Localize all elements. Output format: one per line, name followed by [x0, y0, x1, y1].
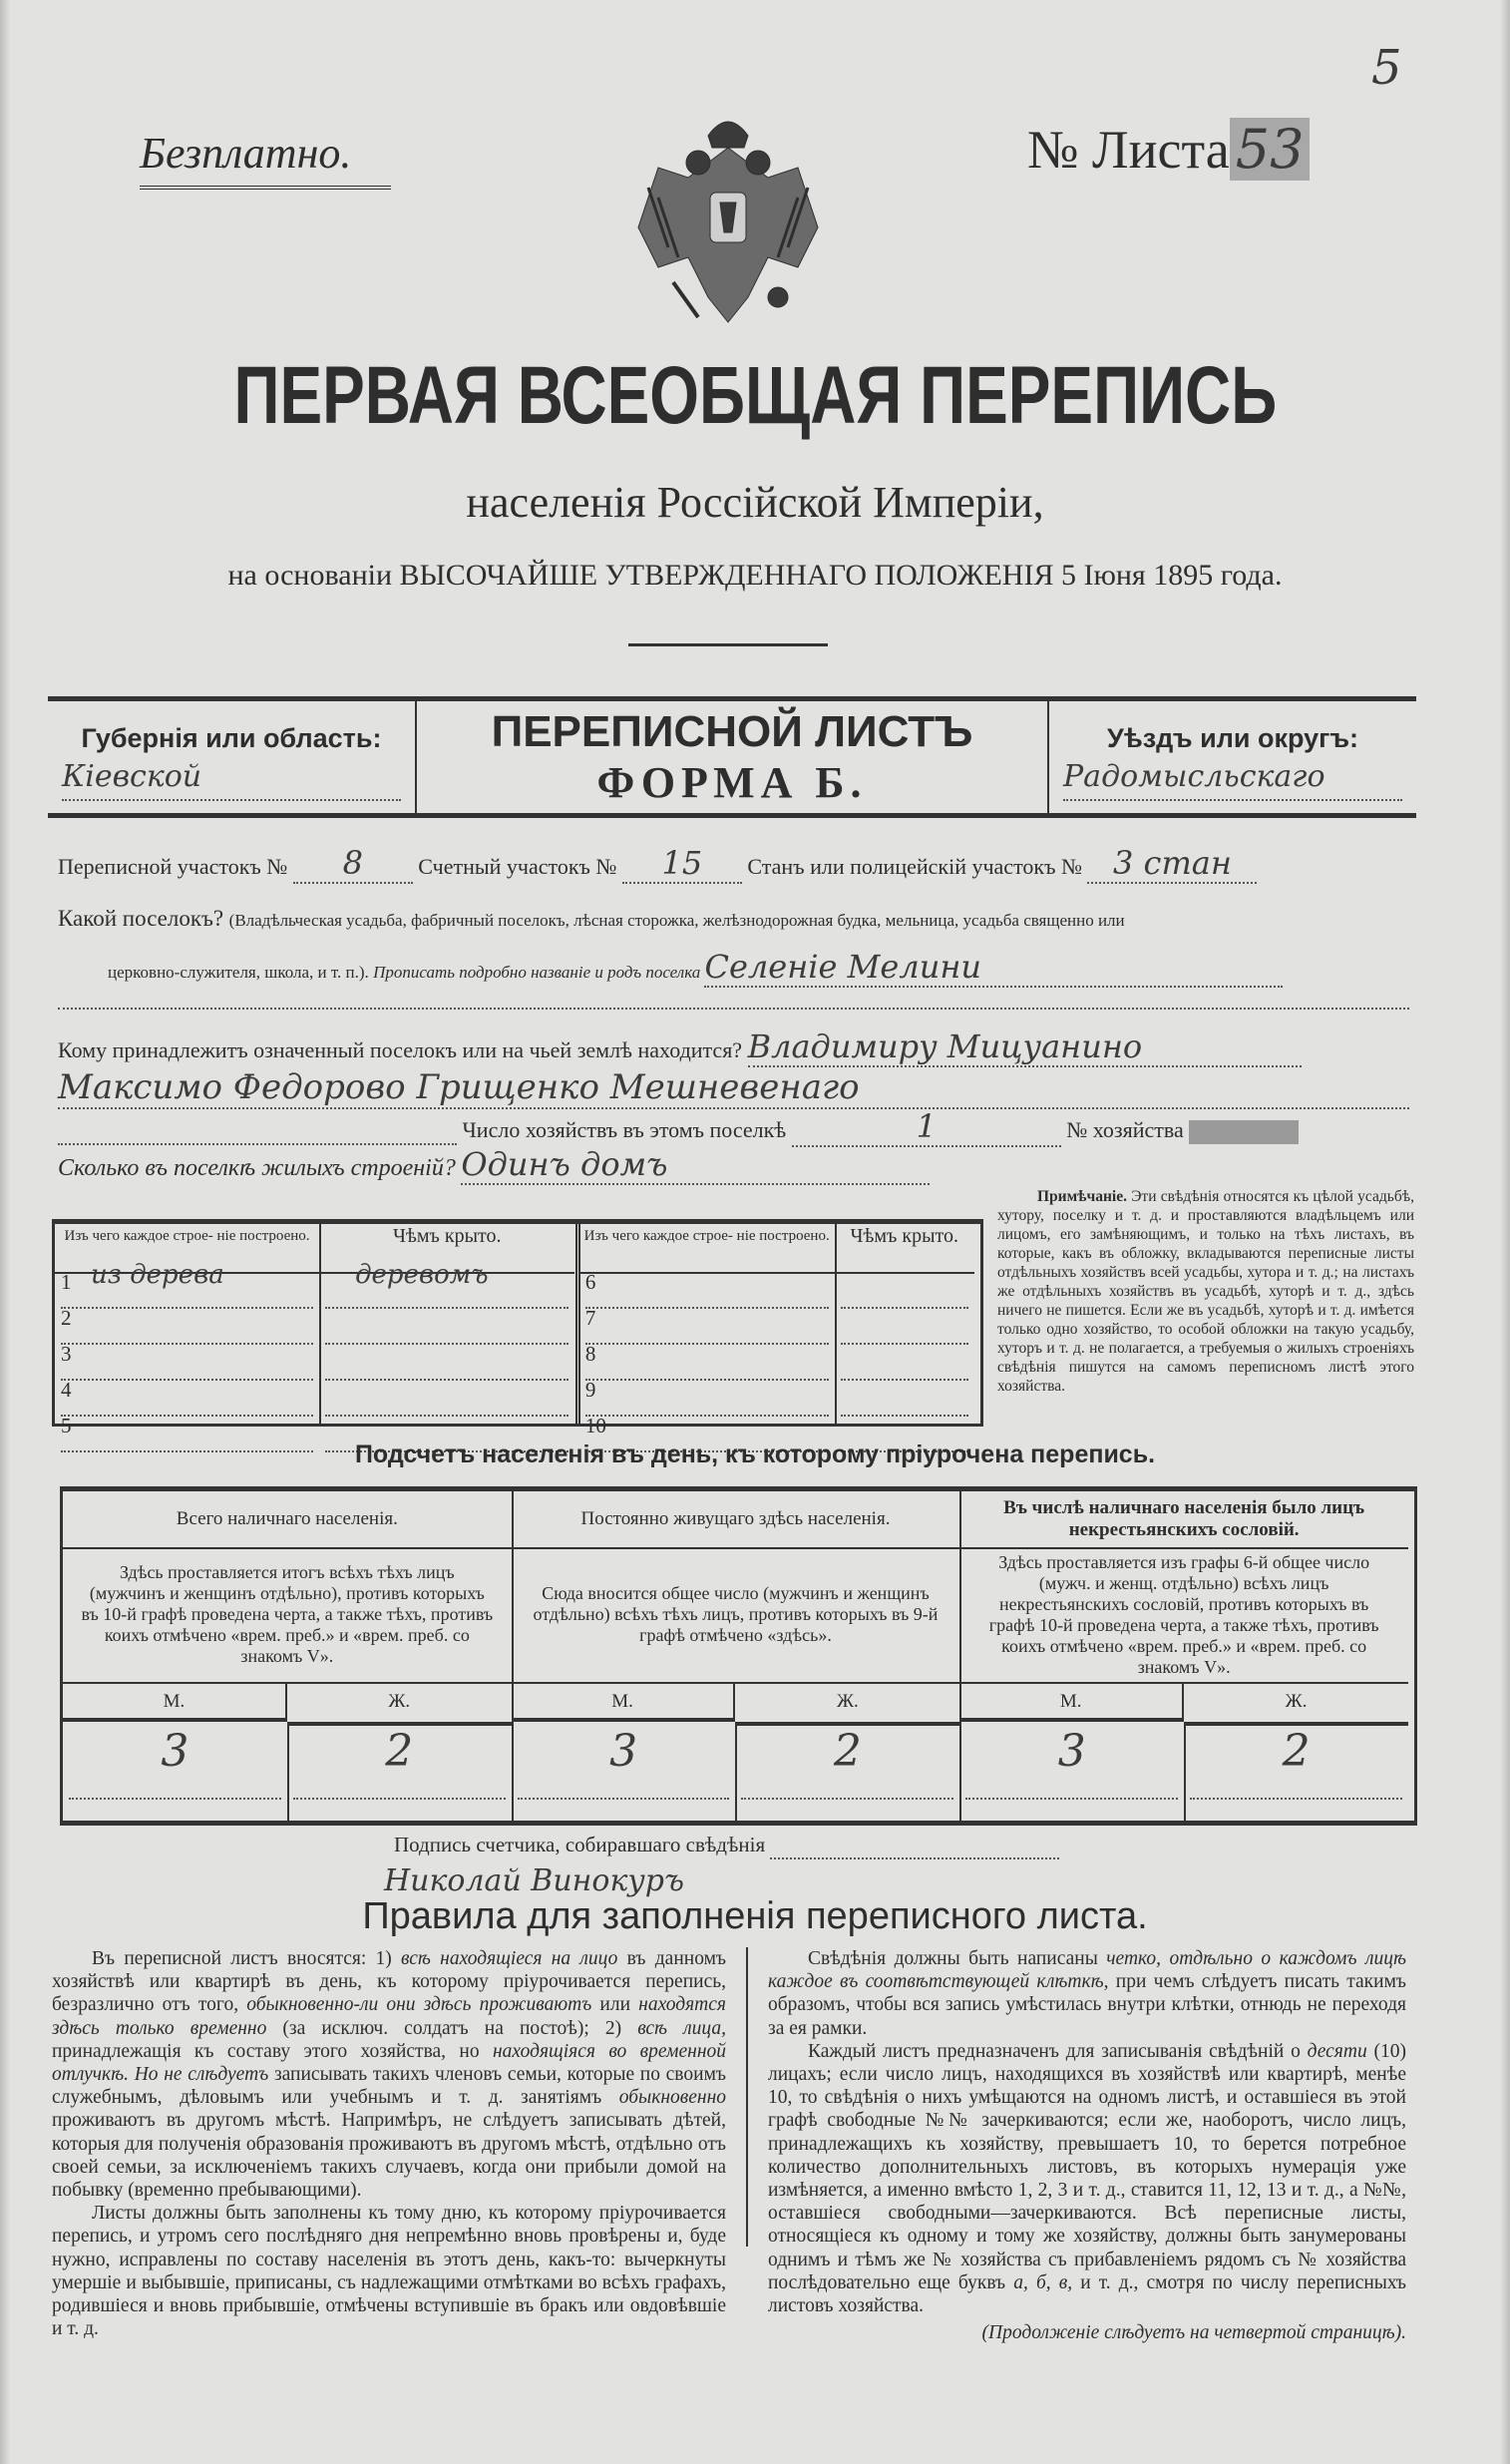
household-number-label: № хозяйства	[1066, 1117, 1184, 1142]
rules-text-segment: (за исключ. солдатъ на постоѣ); 2)	[266, 2017, 638, 2039]
district-numbers-row	[58, 844, 1257, 884]
house-table-header: Изъ чего каждое строе- ніе построено.	[579, 1224, 835, 1274]
free-label: Безплатно.	[140, 129, 352, 178]
house-table-cell[interactable]	[61, 1306, 313, 1345]
rules-text-segment: и т. д., смотря по числу переписныхъ листовъ хозяйства.	[768, 2271, 1407, 2317]
female-column-label: Ж.	[287, 1682, 512, 1726]
sheet-number-label: № Листа	[1027, 120, 1230, 180]
settlement-row-2	[108, 948, 1283, 988]
column-divider	[746, 1947, 748, 2247]
male-column-label: М.	[512, 1682, 736, 1722]
population-section-title: Постоянно живущаго здѣсь населенія.	[512, 1491, 960, 1549]
household-number-shaded-box	[1189, 1120, 1299, 1144]
document-subtitle: населенія Россійской Имперіи,	[466, 478, 1044, 527]
house-table-header: Чѣмъ крыто.	[835, 1224, 974, 1274]
house-table-header: Чѣмъ крыто.	[319, 1224, 574, 1274]
rules-text-segment: десяти	[1307, 2040, 1367, 2062]
province-value[interactable]: Кіевской	[62, 759, 401, 801]
population-section-title: Всего наличнаго населенія.	[63, 1491, 512, 1549]
house-table-cell[interactable]	[325, 1346, 568, 1381]
census-district-value[interactable]: 8	[293, 844, 413, 884]
form-title: ПЕРЕПИСНОЙ ЛИСТЪ	[491, 707, 973, 756]
sheet-number	[1027, 118, 1310, 181]
form-header-box	[48, 696, 1416, 818]
settlement-value[interactable]: Селеніе Мелини	[704, 948, 1283, 988]
rules-text-segment: при чемъ слѣдуетъ писать такимъ образомъ, чтобы вся запись умѣстилась внутри клѣтки, отнюдь не переходя за ея рамки.	[768, 1971, 1406, 2039]
house-table-cell[interactable]	[841, 1346, 968, 1381]
rules-continuation-note: (Продолженіе слѣдуетъ на четвертой страницѣ).	[981, 2322, 1406, 2344]
form-title-block	[415, 701, 1049, 808]
house-table-cell[interactable]	[841, 1274, 968, 1309]
house-table-cell[interactable]	[584, 1270, 829, 1309]
enumerator-signature[interactable]: Николай Винокуръ	[384, 1863, 685, 1898]
row-number: 10	[584, 1414, 606, 1437]
rules-text-segment: Листы должны быть заполнены къ тому дню, къ которому пріурочивается перепись, и утромъ сего послѣдняго дня непремѣнно вновь провѣрены и, буде нужно, исправлены по составу населенія въ этотъ день, какъ-то: вычеркнуты умершіе и выбывшіе, приписаны, съ надлежащими отмѣтками во всѣхъ графахъ, родившіеся и вновь прибывшіе, отмѣчены вступившіе въ бракъ или овдовѣвшіе и т. д.	[52, 2203, 726, 2340]
owner-label: Кому принадлежитъ означенный поселокъ или на чьей землѣ находится?	[58, 1037, 743, 1062]
female-count-value[interactable]: 2	[293, 1726, 506, 1800]
row-number: 2	[61, 1306, 72, 1330]
male-count-value[interactable]: 3	[69, 1726, 281, 1800]
owner-value-continued[interactable]: Максимо Федорово Грищенко Мешневенаго	[58, 1067, 1409, 1109]
note-text: Эти свѣдѣнія относятся къ цѣлой усадьбѣ, хутору, поселку и т. д. и проставляются владѣльцемъ или лицомъ, его замѣняющимъ, и только на тѣхъ листахъ, въ которые, какъ въ обложку, вкладываются переписные листы отдѣльныхъ хозяйствъ всей усадьбы, хутора и т. д.; на листахъ же отдѣльныхъ хозяйствъ въ усадьбѣ, хуторѣ и т. д., здѣсь ничего не пишется. Если же въ усадьбѣ, хуторѣ и т. д. имѣется только одно хозяйство, то особой обложки на такую усадьбу, хуторъ и т. д. не полагается, а требуемыя о жилыхъ строеніяхъ свѣдѣнія пишутся на самомъ переписномъ листѣ этого хозяйства.	[997, 1188, 1414, 1395]
rules-text-segment: въ данномъ хозяйствѣ или квартирѣ въ день, къ которому пріурочивается перепись, безразлично отъ того,	[52, 1948, 726, 2016]
free-label-underline	[140, 186, 391, 190]
rules-text-segment: находятся здѣсь только временно	[52, 1994, 726, 2039]
document-title	[0, 349, 1510, 443]
row-number: 3	[61, 1342, 72, 1366]
province-field	[48, 701, 417, 813]
rules-text-segment: Свѣдѣнія должны быть написаны	[808, 1948, 1107, 1969]
district-field	[1047, 701, 1416, 813]
house-table-cell[interactable]	[584, 1306, 829, 1345]
house-table-cell[interactable]	[841, 1310, 968, 1345]
rules-text-segment: обыкновенно-ли они здѣсь проживаютъ	[246, 1994, 592, 2016]
sheet-number-value: 53	[1230, 118, 1311, 181]
house-table-value: из дерева	[91, 1260, 224, 1290]
households-row	[58, 1107, 1299, 1147]
form-type: ФОРМА Б.	[596, 758, 868, 807]
owner-value[interactable]: Владимиру Мицуанино	[748, 1027, 1302, 1067]
row-number: 4	[61, 1378, 72, 1402]
female-count-value[interactable]: 2	[741, 1726, 953, 1800]
female-column-label: Ж.	[735, 1682, 959, 1726]
house-table-cell[interactable]	[61, 1342, 313, 1381]
rules-paragraph	[768, 2040, 1406, 2317]
population-section-description: Здѣсь проставляется итогъ всѣхъ тѣхъ лицъ (мужчинъ и женщинъ отдѣльно), противъ которыхъ въ 10-й графѣ проведена черта, а также тѣхъ, противъ коихъ отмѣчено «врем. преб.» и «врем. преб. со знакомъ V».	[63, 1547, 512, 1684]
dwellings-row	[58, 1145, 930, 1185]
note-title: Примѣчаніе.	[1037, 1188, 1127, 1205]
rules-text-segment: находящіяся во временной отлучкѣ. Но не слѣдуетъ	[52, 2040, 726, 2086]
row-number: 9	[584, 1378, 596, 1402]
rules-text-segment: проживаютъ въ другомъ мѣстѣ. Напримѣръ, не слѣдуетъ записывать дѣтей, которыя для полученія образованія проживаютъ въ другомъ мѣстѣ, отдѣльно отъ своей семьи, за исключеніемъ такихъ случаевъ, когда они прибыли домой на побывку (временно пребывающими).	[52, 2110, 726, 2202]
settlement-label: Какой поселокъ?	[58, 906, 224, 931]
rules-text-segment: всѣ находящіеся на лицо	[401, 1948, 618, 1969]
house-table-cell[interactable]	[325, 1260, 568, 1309]
population-section-title: Въ числѣ наличнаго населенія было лицъ некрестьянскихъ сословій.	[959, 1491, 1408, 1549]
house-table-cell[interactable]	[61, 1260, 313, 1309]
house-table-cell[interactable]	[841, 1382, 968, 1417]
dwellings-table	[52, 1219, 983, 1437]
population-section-description: Здѣсь проставляется изъ графы 6-й общее число (мужч. и женщ. отдѣльно) всѣхъ лицъ некрестьянскихъ сословій, противъ которыхъ въ графѣ 10-й проведена черта, а также тѣхъ, противъ коихъ отмѣчено «врем. преб.» и «врем. преб. со знакомъ V».	[959, 1547, 1408, 1684]
population-mf-divider	[287, 1722, 289, 1821]
house-table-cell[interactable]	[325, 1382, 568, 1417]
female-column-label: Ж.	[1184, 1682, 1408, 1726]
signature-row	[394, 1833, 1059, 1859]
population-table	[60, 1486, 1417, 1826]
dwellings-value[interactable]: Одинъ домъ	[461, 1145, 930, 1185]
legal-basis: на основаніи ВЫСОЧАЙШЕ УТВЕРЖДЕННАГО ПОЛОЖЕНІЯ 5 Іюня 1895 года.	[227, 559, 1283, 592]
rules-text-segment: или	[591, 1994, 639, 2016]
rules-text-segment: обыкновенно	[618, 2087, 726, 2109]
rules-paragraph	[52, 2202, 726, 2340]
house-table-cell[interactable]	[61, 1378, 313, 1417]
households-value[interactable]: 1	[792, 1107, 1061, 1147]
rules-text-segment: Каждый листъ предназначенъ для записыванія свѣдѣній о	[808, 2040, 1308, 2062]
house-table-value: деревомъ	[355, 1260, 489, 1290]
owner-row	[58, 1027, 1302, 1067]
settlement-hint: (Владѣльческая усадьба, фабричный поселокъ, лѣсная сторожка, желѣзнодорожная будка, мельница, усадьба священно или	[228, 911, 1125, 930]
rules-heading: Правила для заполненія переписного листа.	[362, 1895, 1148, 1937]
rules-right-column	[768, 1947, 1406, 2344]
census-district-label: Переписной участокъ №	[58, 854, 288, 879]
row-number: 6	[584, 1270, 596, 1294]
settlement-row	[58, 906, 1125, 932]
title-divider	[628, 643, 828, 646]
male-column-label: М.	[959, 1682, 1184, 1722]
corner-page-mark: 5	[1371, 40, 1402, 96]
male-count-value[interactable]: 3	[965, 1726, 1178, 1800]
rules-text-segment: (10) лицахъ; если число лицъ, находящихся въ хозяйствѣ или квартирѣ, менѣе 10, то свѣдѣнія о нихъ умѣщаются на одномъ листѣ, и оставшіеся въ этой графѣ свободные №№ зачеркиваются; если же, наоборотъ, число лицъ, принадлежащихъ къ хозяйству, превышаетъ 10, то берется потребное количество дополнительныхъ листовъ, въ которыхъ нумерація уже измѣняется, а именно вмѣсто 1, 2, 3 и т. д., ставится 11, 12, 13 и т. д., а №№, оставшіеся свободными—зачеркиваются. Всѣ переписные листы, относящіеся къ одному и тому же хозяйству, должны быть занумерованы однимъ и тѣмъ же № хозяйства съ прибавленіемъ рядомъ съ № хозяйства послѣдовательно еще буквъ	[768, 2040, 1406, 2293]
count-district-value[interactable]: 15	[622, 844, 742, 884]
population-section	[512, 1491, 962, 1821]
row-number: 7	[584, 1306, 596, 1330]
settlement-hint-2: церковно-служителя, школа, и т. п.).	[108, 963, 369, 982]
rules-text-segment: четко, отдѣльно о каждомъ лицѣ каждое въ соотвѣтствующей клѣткѣ,	[768, 1948, 1406, 1993]
province-label: Губернія или область:	[81, 723, 382, 753]
population-mf-divider	[735, 1722, 737, 1821]
document-title-text: ПЕРВАЯ ВСЕОБЩАЯ ПЕРЕПИСЬ	[233, 350, 1277, 441]
households-label: Число хозяйствъ въ этомъ поселкѣ	[462, 1117, 787, 1142]
rules-text-segment: записывать такихъ членовъ семьи, которые по своимъ служебнымъ, дѣловымъ или учебнымъ и т. д. занятіямъ	[52, 2064, 726, 2109]
signature-label: Подпись счетчика, собиравшаго свѣдѣнія	[394, 1833, 766, 1856]
house-table-cell[interactable]	[584, 1342, 829, 1381]
rules-paragraph	[768, 1947, 1406, 2040]
settlement-instruction: Прописать подробно названіе и родъ поселка	[373, 963, 701, 982]
female-count-value[interactable]: 2	[1190, 1726, 1402, 1800]
row-number: 8	[584, 1342, 596, 1366]
police-district-label: Станъ или полицейскій участокъ №	[747, 854, 1082, 879]
population-section-description: Сюда вносится общее число (мужчинъ и женщинъ отдѣльно) всѣхъ тѣхъ лицъ, противъ которыхъ въ 9-й графѣ отмѣчено «здѣсь».	[512, 1547, 960, 1684]
rules-text-segment: Въ переписной листъ вносятся: 1)	[92, 1948, 402, 1969]
imperial-eagle-emblem	[628, 108, 828, 332]
house-table-header: Изъ чего каждое строе- ніе построено.	[55, 1224, 319, 1274]
house-table-cell[interactable]	[325, 1310, 568, 1345]
population-mf-divider	[1184, 1722, 1186, 1821]
population-section	[959, 1491, 1408, 1821]
rules-text-segment: всѣ лица,	[637, 2017, 726, 2039]
row-number: 1	[61, 1270, 72, 1294]
population-section	[63, 1491, 514, 1821]
dwellings-label: Сколько въ поселкѣ жилыхъ строеній?	[58, 1155, 456, 1181]
house-table-cell[interactable]	[584, 1378, 829, 1417]
rules-text-segment: принадлежащія къ составу этого хозяйства, но	[52, 2040, 493, 2062]
male-column-label: М.	[63, 1682, 287, 1722]
male-count-value[interactable]: 3	[518, 1726, 730, 1800]
row-number: 5	[61, 1414, 72, 1437]
district-value[interactable]: Радомысльскаго	[1063, 759, 1402, 801]
blank-dotted-line	[58, 1008, 1409, 1010]
district-label: Уѣздъ или округъ:	[1106, 723, 1359, 753]
count-district-label: Счетный участокъ №	[418, 854, 617, 879]
rules-left-column	[52, 1947, 726, 2340]
rules-text-segment: а, б, в,	[1013, 2271, 1073, 2293]
police-district-value[interactable]: 3 стан	[1087, 844, 1257, 884]
population-heading: Подсчетъ населенія въ день, къ которому пріурочена перепись.	[354, 1440, 1156, 1468]
rules-paragraph	[52, 1947, 726, 2202]
note	[997, 1187, 1414, 1396]
